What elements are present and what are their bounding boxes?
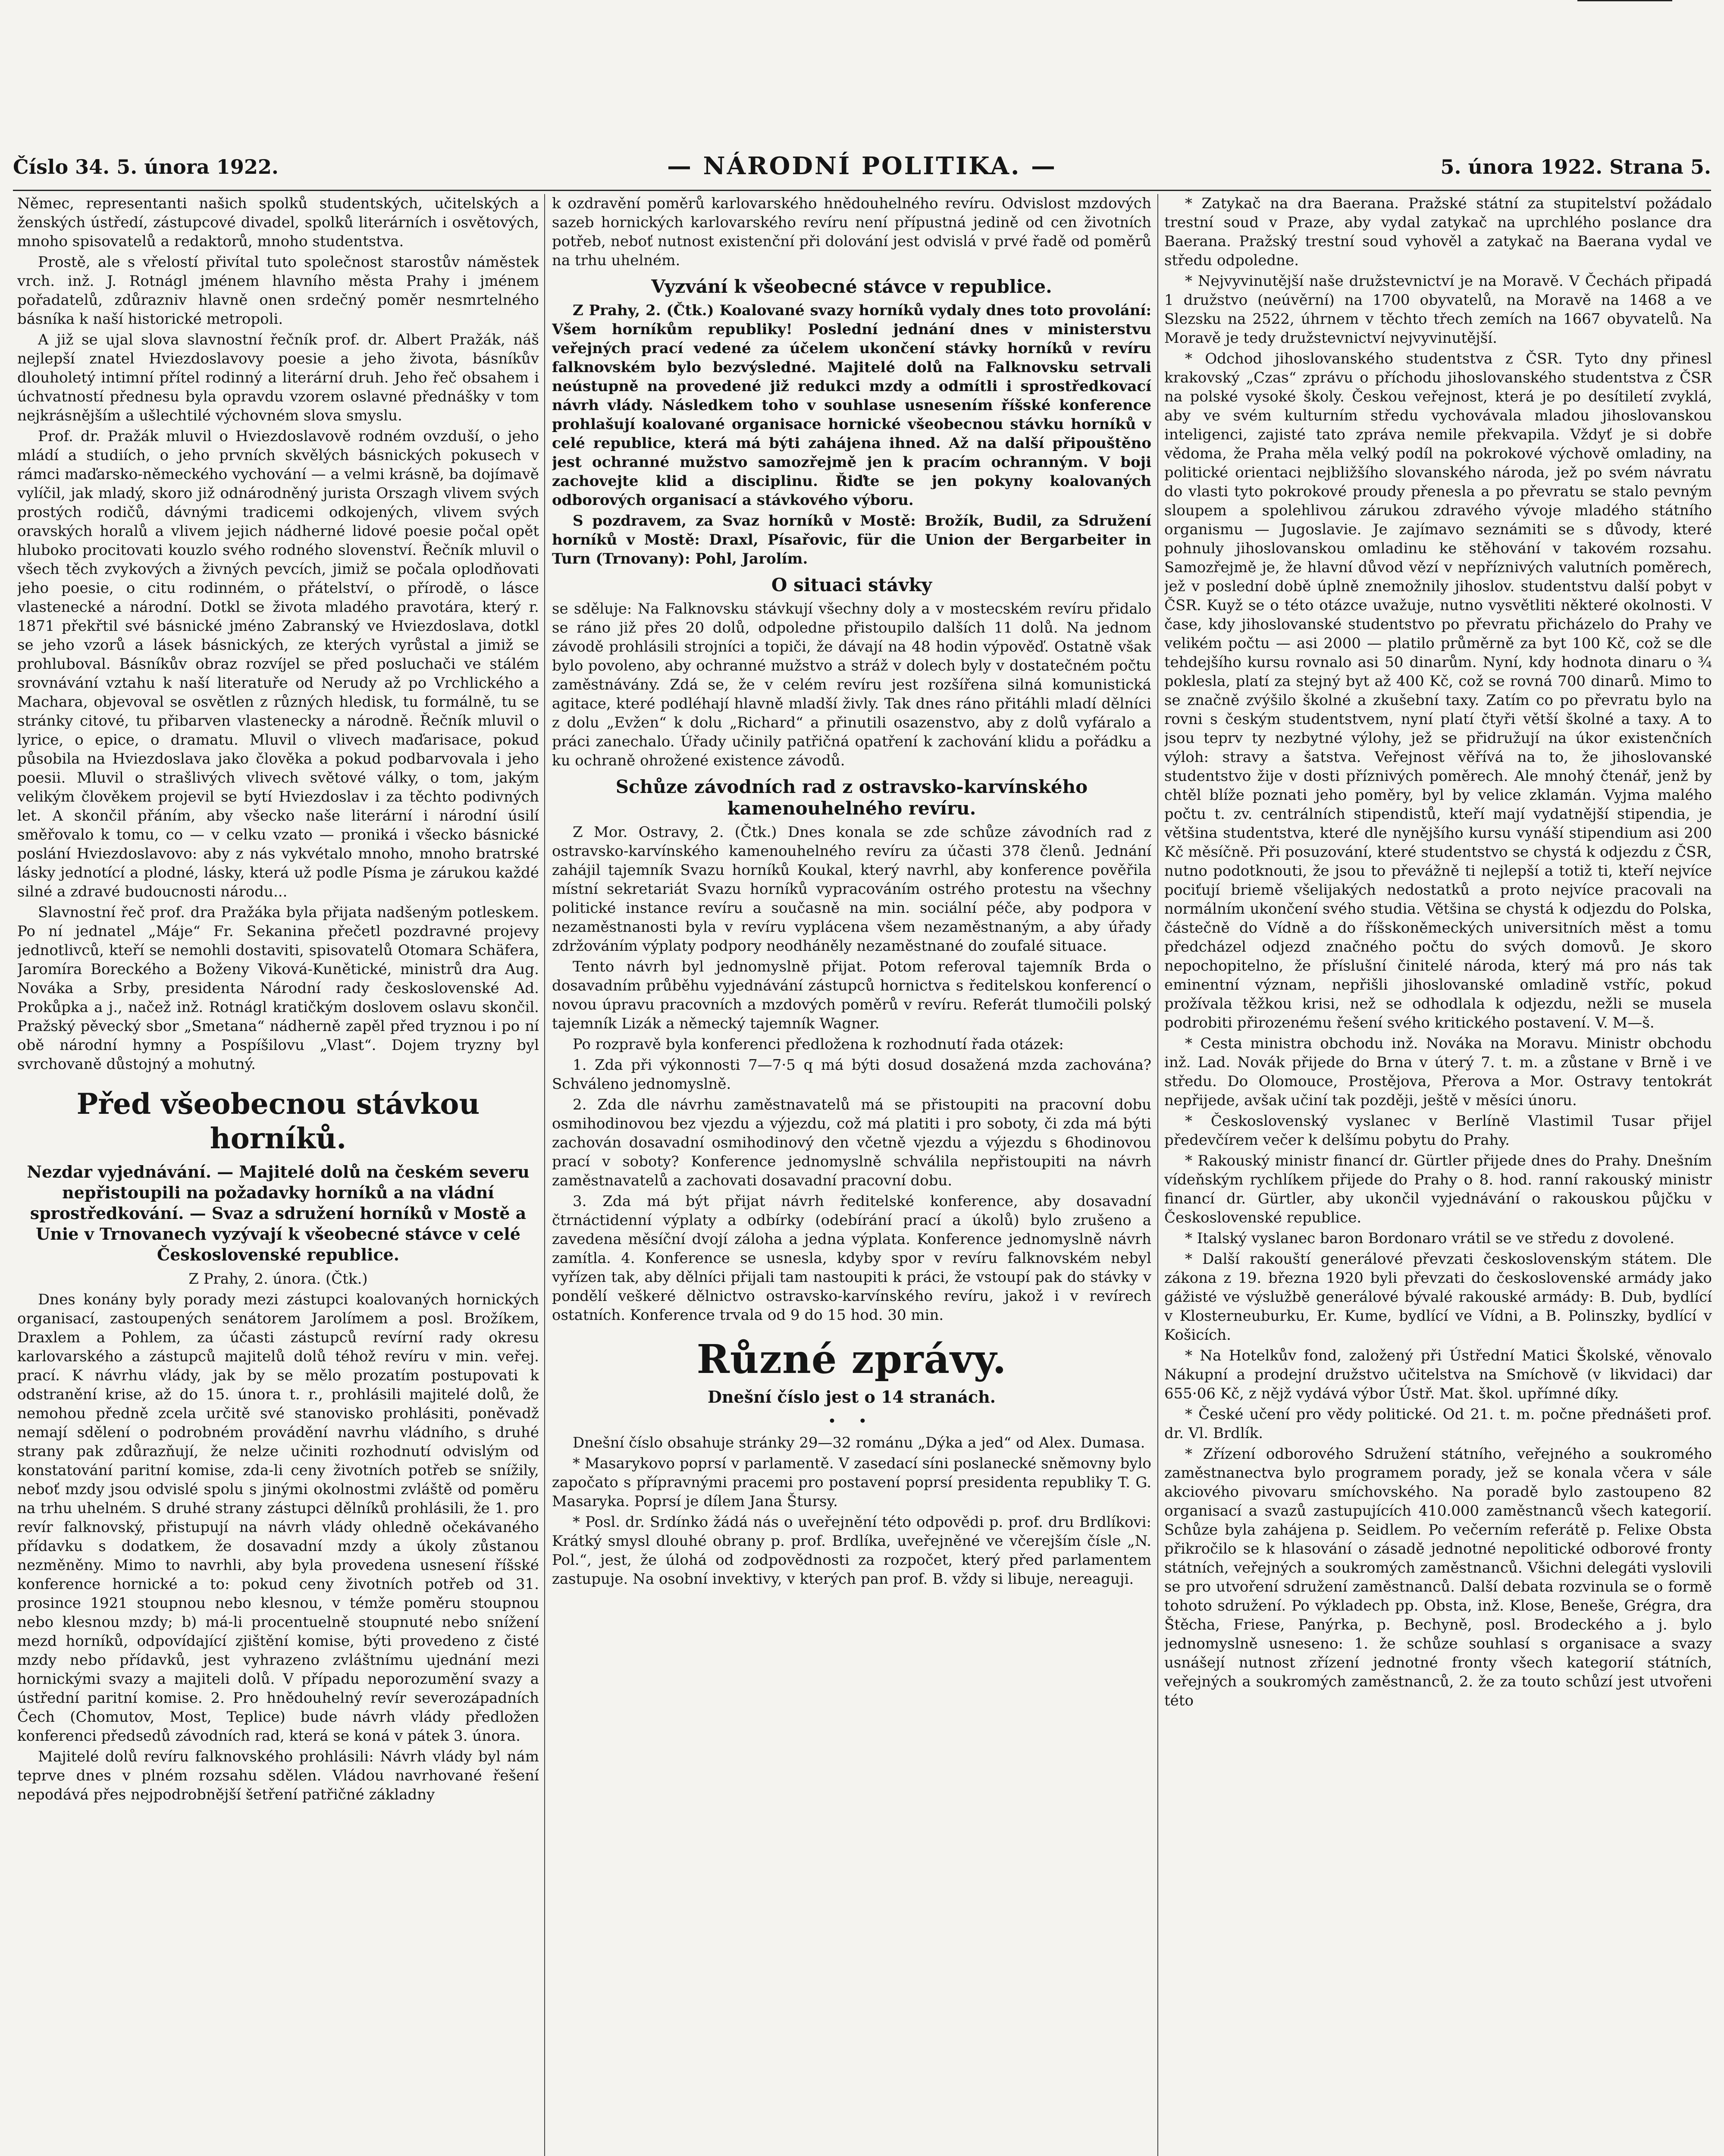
section-headline: Různé zprávy. [696, 1336, 1007, 1382]
ornament-dots: • • [828, 1413, 876, 1430]
paragraph: Z Mor. Ostravy, 2. (Čtk.) Dnes konala se zde schůze závodních rad z ostravsko-karvínského kamenouhelného revíru za účasti 378 členů. Jednání zahájil tajemník Svazu horníků Koukal, který navrhl, aby konference pověřila místní sekretariát Svazu horníků vypracováním ostrého protestu na všechny politické instance revíru a současně na min. sociální péče, aby podpora v nezaměstnanosti byla v revíru vyplácena všem nezaměstnaným, a aby úřady zdržováním výplaty podpory neodháněly nezaměstnané do zoufalé situace. [552, 824, 1151, 955]
news-item: * Československý vyslanec v Berlíně Vlastimil Tusar přijel předevčírem večer k delšímu pobytu do Prahy. [1164, 1112, 1712, 1149]
paragraph: 2. Zda dle návrhu zaměstnavatelů má se přistoupiti na pracovní dobu osmihodinovou bez vjezdu a výjezdu, což má platiti i pro soboty, či zda má býti zachován dosavadní osmihodinový den včetně vjezdu a výjezdu s 6hodinovou prací v soboty? Konference jednomyslně schválila nepřistoupiti na návrh zaměstnavatelů a zachovati dosavadní pracovní dobu. [552, 1096, 1151, 1189]
news-item: * Další rakouští generálové převzati československým státem. Dle zákona z 19. března 1920 byli převzati do československé armády jako gážisté ve výslužbě generálové bývalé rakouské armády: B. Dub, bydlící v Klosterneuburku, Er. Kume, bydlící ve Vídni, a B. Polinszky, bydlící v Košicích. [1164, 1250, 1712, 1344]
column-divider [544, 194, 545, 2156]
section-heading: Vyzvání k všeobecné stávce v republice. [651, 276, 1052, 297]
paragraph: Němec, representanti našich spolků studentských, učitelských a ženských ústředí, zástupcové divadel, spolků literárních i osvětových, mnoho spisovatelů a redaktorů, mnoho studentstva. [17, 195, 539, 250]
article-headline: Před všeobecnou stávkou horníků. [76, 1087, 480, 1155]
paragraph: k ozdravění poměrů karlovarského hnědouhelného revíru. Odvislost mzdových sazeb hornických karlovarského revíru není přípustná jedině od cen životních potřeb, neboť nutnost existenční při dolování jest odvislá v prvé řadě od poměrů na trhu uhelném. [552, 195, 1151, 269]
header-rule [13, 190, 1711, 191]
news-item: * České učení pro vědy politické. Od 21. t. m. počne přednášeti prof. dr. Vl. Brdlík. [1164, 1406, 1712, 1442]
news-item: * Zřízení odborového Sdružení státního, veřejného a soukromého zaměstnanectva bylo programem porady, jež se konala včera v sále akciového pivovaru smíchovského. Na poradě bylo zastoupeno 82 organisací a svazů zastupujících 410.000 zaměstnanců všech kategorií. Schůze byla zahájena p. Seidlem. Po večerním referátě p. Felixe Obsta přikročilo se k hlasování o zásadě jednotné nepolitické odborové fronty státních, veřejných a soukromých zaměstnanců. Všichni delegáti vyslovili se pro utvoření sdružení zaměstnanců. Další debata rozvinula se o formě tohoto sdružení. Po výkladech pp. Obsta, inž. Klose, Beneše, Grégra, dra Štěcha, Friese, Panýrka, p. Bechyně, posl. Brodeckého a j. bylo jednomyslně usneseno: 1. že schůze souhlasí s organisace a svazy usnášejí nutnost zřízení jednotné fronty všech kategorií státních, veřejných a soukromých zaměstnanců, 2. že za touto schůzí jest utvořeni této [1164, 1445, 1712, 1709]
news-item: * Nejvyvinutější naše družstevnictví je na Moravě. V Čechách připadá 1 družstvo (neúvěrní) na 1700 obyvatelů, na Moravě na 1468 a ve Slezsku na 2522, úhrnem v těchto třech zemích na 1667 obyvatelů. Na Moravě je tedy družstevnictví nejvyvinutější. [1164, 273, 1712, 347]
paragraph: S pozdravem, za Svaz horníků v Mostě: Brožík, Budil, za Sdružení horníků v Mostě: Draxl, Písařovic, für die Union der Bergarbeiter in Turn (Trnovany): Pohl, Jarolím. [552, 512, 1151, 567]
news-item: * Rakouský ministr financí dr. Gürtler přijede dnes do Prahy. Dnešním vídeňským rychlíkem přijede do Prahy o 8. hod. ranní rakouský ministr financí dr. Gürtler, aby ukončil vyjednávání o rakouskou půjčku v Československé republice. [1164, 1152, 1712, 1226]
news-item: * Zatykač na dra Baerana. Pražské státní za stupitelství požádalo trestní soud v Praze, aby vydal zatykač na uprchlého poslance dra Baerana. Pražský trestní soud vyhověl a zatykač na Baerana vydal ve středu odpoledne. [1164, 195, 1712, 269]
column-divider [1157, 194, 1158, 2156]
column-2 [552, 194, 1151, 2156]
paragraph: Majitelé dolů revíru falknovského prohlásili: Návrh vlády byl nám teprve dnes v plném rozsahu sdělen. Vládou navrhované řešení nepodává přes nejpodrobnější šetření patřičné základny [17, 1748, 539, 1803]
paragraph: se sděluje: Na Falknovsku stávkují všechny doly a v mostecském revíru přidalo se ráno již přes 20 dolů, odpoledne přistoupilo dalších 11 dolů. Na jednom závodě prohlásili strojníci a topiči, že dávají na 48 hodin výpověď. Ostatně však bylo povoleno, aby ochranné mužstvo a stráž v dolech byly v dostatečném počtu zaměstnávány. Zdá se, že v celém revíru jest rozšířena silná komunistická agitace, které podléhají hlavně mladší živly. Tak dnes ráno přitáhli mladí dělníci z dolu „Evžen“ k dolu „Richard“ a přinutili osazenstvo, aby z dolů vyfáralo a práci zanechalo. Úřady učinily patřičná opatření k zachování klidu a pořádku a ku ochraně ohrožené existence závodů. [552, 600, 1151, 769]
paragraph: A již se ujal slova slavnostní řečník prof. dr. Albert Pražák, náš nejlepší znatel Hviezdoslavovy poesie a jeho života, básníkův dlouholetý intimní přítel rodinný a literární druh. Jeho řeč obsahem i úchvatností přednesu byla opravdu vzorem oslavné přednášky v tom nejkrásnějším a ušlechtilé výchovném slova smyslu. [17, 331, 539, 424]
page-header [13, 152, 1711, 198]
paragraph: * Posl. dr. Srdínko žádá nás o uveřejnění této odpovědi p. prof. dru Brdlíkovi: Krátký smysl dlouhé obrany p. prof. Brdlíka, uveřejněné ve včerejším čísle „N. Pol.“, jest, že úlohá od zodpovědnosti za rozpočet, který před parlamentem zastupuje. Na osobní invektivy, v kterých pan prof. B. vždy si libuje, nereaguji. [552, 1514, 1151, 1588]
paragraph: 1. Zda při výkonnosti 7—7·5 q má býti dosud dosažená mzda zachována? Schváleno jednomyslně. [552, 1056, 1151, 1093]
corner-rule [1577, 0, 1672, 1]
paragraph: Slavnostní řeč prof. dra Pražáka byla přijata nadšeným potleskem. Po ní jednatel „Máje“ Fr. Sekanina přečetl pozdravné projevy jednotlivců, kteří se nemohli dostaviti, spisovatelů Otomara Schäfera, Jaromíra Boreckého a Boženy Viková-Kunětické, ministrů dra Aug. Nováka a Srby, presidenta Národní rady československé Ad. Prokůpka a j., načež inž. Rotnágl kratičkým doslovem oslavu skončil. Pražský pěvecký sbor „Smetana“ nádherně zapěl před tryznou i po ní obě národní hymny a Pospíšilovu „Vlast“. Dojem tryzny byl svrchovaně důstojný a mohutný. [17, 904, 539, 1073]
paragraph: Dnes konány byly porady mezi zástupci koalovaných hornických organisací, zastoupených senátorem Jarolímem a posl. Brožíkem, Draxlem a Pohlem, za účasti zástupců revírní rady okresu karlovarského a zástupců majitelů dolů téhož revíru v min. veřej. prací. K návrhu vlády, jak by se mělo prozatím postupovati k odstranění krise, až do 15. února t. r., prohlásili majitelé dolů, že nemohou předně zcela určitě své stanovisko prohlásiti, poněvadž nemají sdělení o podrobném provádění navrhu vládního, s druhé strany pak zdůrazňují, že nelze učiniti rozhodnutí odvislým od konstatování paritní komise, zda-li ceny životních potřeb se snížily, neboť mzdy jsou odvislé spolu s jinými okolnostmi zvláště od poměru na trhu uhelném. S druhé strany zástupci dělníků prohlásili, že 1. pro revír falknovský, přistupují na návrh vlády ohledně očekávaného přídavku s dodatkem, že dosavadní mzdy a úkoly zůstanou nezměněny. Mimo to navrhli, aby byla provedena usnesení říšské konference hornické a to: pokud ceny životních potřeb od 31. prosince 1921 stoupnou nebo klesnou, v témže poměru stoupnou nebo klesnou mzdy; b) má-li procentuelně stoupnuté nebo snížení mezd horníků, odpovídající zjištění komise, býti provedeno z čisté mzdy nebo přídavků, jest vyhrazeno zvláštnímu ujednání mezi hornickými svazy a majiteli dolů. V případu neporozumění svazy a ústřední paritní komise. 2. Pro hnědouhelný revír severozápadních Čech (Chomutov, Most, Teplice) bude návrh vlády předložen konferenci předsedů závodních rad, která se koná v pátek 3. února. [17, 1291, 539, 1745]
paragraph: Po rozpravě byla konferenci předložena k rozhodnutí řada otázek: [573, 1036, 1064, 1053]
masthead-title: — NÁRODNÍ POLITIKA. — [667, 152, 1057, 180]
section-heading: O situaci stávky [771, 574, 932, 595]
paragraph: Prostě, ale s vřelostí přivítal tuto společnost starostův náměstek vrch. inž. J. Rotnágl jménem hlavního města Prahy i jménem pořadatelů, zdůrazniv hlavně onen srdečný poměr nesmrtelného básníka k naší historické metropoli. [17, 254, 539, 328]
paragraph: Tento návrh byl jednomyslně přijat. Potom referoval tajemník Brda o dosavadním průběhu vyjednávání zástupců hornictva s ředitelskou konferencí o novou úpravu pracovních a mzdových poměrů v revíru. Referát tlumočili polský tajemník Lizák a německý tajemník Wagner. [552, 958, 1151, 1032]
section-subtitle: Dnešní číslo jest o 14 stranách. [707, 1387, 996, 1407]
article-lead: Nezdar vyjednávání. — Majitelé dolů na českém severu nepřistoupili na požadavky horníků a na vládní sprostředkování. — Svaz a sdružení horníků v Mostě a Unie v Trnovanech vyzývají k všeobecné stávce v celé Československé republice. [27, 1162, 530, 1264]
paragraph: Z Prahy, 2. (Čtk.) Koalované svazy horníků vydaly dnes toto provolání: Všem horníkům republiky! Poslední jednání dnes v ministerstvu veřejných prací vedené za účelem ukončení stávky horníků v revíru falknovském bylo bezvýsledné. Majitelé dolů na Falknovsku setrvali neústupně na provedené již redukci mzdy a odmítli i sprostředkovací návrh vlády. Následkem toho v souhlase usnesením říšské konference prohlašují koalované organisace hornické všeobecnou stávku horníků v celé republice, která má býti zahájena ihned. Až na další připouštěno jest ochranné mužstvo samozřejmě jen k pracím ochranným. V boji zachovejte klid a disciplinu. Řiďte se jen pokyny koalovaných odborových organisací a stávkového výboru. [552, 302, 1151, 509]
news-item: * Odchod jihoslovanského studentstva z ČSR. Tyto dny přinesl krakovský „Czas“ zprávu o příchodu jihoslovanského studentstva z ČSR na polské vysoké školy. Českou veřejnost, která je po desítiletí zvyklá, aby ve svém kulturním středu vychovávala mladou jihoslovanskou inteligenci, zajisté tato zpráva nemile překvapila. Vždyť je si dobře vědoma, že Praha měla velký podíl na pokrokové výchově omladiny, na politické orientaci nejbližšího slovanského národa, jež po svém návratu do vlasti tyto pokrokové proudy přenesla a po převratu se stalo pevným sloupem a spolehlivou zárukou zdravého vývoje mladého státního organismu — Jugoslavie. Je zajímavo seznámiti se s důvody, které pohnuly jihoslovanskou omladinu ke stěhování v takovém rozsahu. Samozřejmě je, že hlavní důvod vězí v nepříznivých valutních poměrech, jež v poslední době úplně znemožnily jihoslov. studentstvu další pobyt v ČSR. Kuyž se o této otázce uvažuje, nutno vysvětliti některé okolnosti. V čase, kdy jihoslovanské studentstvo po převratu přicházelo do Prahy ve velikém počtu — asi 2000 — platilo průměrně za byt 100 Kč, což se dle tehdejšího kursu rovnalo asi 50 dinarům. Nyní, kdy hodnota dinaru o ¾ poklesla, platí za stejný byt až 400 Kč, což se rovná 700 dinarů. Mimo to se značně zvýšilo školné a zkušební taxy. Zatím co po převratu bylo na rovni s českým studentstvem, nyní platí čtyři větší školné a taxy. A to jsou teprv ty nezbytné výlohy, jež se přidružují na úkor existenčních výloh: stravy a šatstva. Veřejnost věřívá na to, že jihoslovanské studentstvo žije v dosti příznivých poměrech. Ale mnohý čtenář, jenž by chtěl blíže poznati jeho poměry, byl by velice zklamán. Vyjma malého počtu t. zv. centrálních stipendistů, kteří mají vydatnější stipendia, je většina studentstva, které dle nynějšího kursu vynáší stipendium asi 200 Kč měsíčně. Při posuzování, které studentstvo se chystá k odjezdu z ČSR, nutno podotknouti, že jsou to převážně ti nejlepší a totiž ti, kteří nejvíce pociťují briemě všelijakých nedostatků a proto nejvíce pracovali na normálním ukončení svého studia. Většina se chystá k odjezdu do Polska, částečně do Vídně a do říšskoněmeckých universitních měst a tomu předcházel odjezd značného počtu do svých domovů. Je skoro nepochopitelno, že příslušní činitelé národa, který má pro nás tak eminentní význam, nepřišli jihoslovanské omladině vstříc, pokud prožívala těžkou krisi, než se odhodlala k odjezdu, nežli se musela podrobiti přirozenému řešení svého kritického postavení. V. M—š. [1164, 350, 1712, 1031]
issue-number: Číslo 34. 5. února 1922. [13, 155, 279, 179]
column-3 [1164, 194, 1712, 2156]
news-item: * Italský vyslanec baron Bordonaro vrátil se ve středu z dovolené. [1185, 1230, 1674, 1247]
news-item: * Cesta ministra obchodu inž. Nováka na Moravu. Ministr obchodu inž. Lad. Novák přijede do Brna v úterý 7. t. m. a zůstane v Brně i ve středu. Do Olomouce, Prostějova, Přerova a Mor. Ostravy tentokrát nepřijede, avšak učiní tak později, ještě v měsíci únoru. [1164, 1035, 1712, 1109]
dateline: Z Prahy, 2. února. (Čtk.) [188, 1270, 368, 1288]
date-page: 5. února 1922. Strana 5. [1440, 155, 1711, 179]
paragraph: Prof. dr. Pražák mluvil o Hviezdoslavově rodném ovzduší, o jeho mládí a studiích, o jeho prvních skvělých básnických pokusech v rámci maďarsko-německého vychování — a velmi krásně, ba dojímavě vylíčil, jak mladý, skoro již odnárodněný jurista Orszagh vlivem svých prostých rodičů, dávnými tradicemi odkojených, vlivem svých oravských horalů a vlivem jejich nádherné lidové poesie počal opět hluboko procitovati kouzlo svého rodného slovenství. Řečník mluvil o všech těch zvykových a živných pevcích, jimiž se počala oplodňovati jeho poesie, o citu rodinném, o přátelství, o přírodě, o lásce vlastenecké a národní. Dotkl se života mladého pravotára, který r. 1871 překřtil své básnické jméno Zabranský ve Hviezdoslava, dotkl se jeho vzorů a lásek básnických, ze kterých vyrůstal a jimiž se prohluboval. Básníkův obraz rozvíjel se před posluchači ve stálém srovnávání vztahu k naší literatuře od Nerudy až po Vrchlického a Machara, objevoval se osvětlen z různých hledisk, tu formálně, tu se stránky citové, tu přibarven vlastenecky a národně. Řečník mluvil o lyrice, o epice, o dramatu. Mluvil o vlivech maďarisace, pokud působila na Hviezdoslava jako člověka a pokud podbarvovala i jeho poesii. Mluvil o strašlivých vlivech světové války, o tom, jakým velikým člověkem projevil se bytí Hviezdoslav i za těchto podivných let. A skončil přáním, aby všecko naše literární i národní úsilí směřovalo k tomu, co — v celku vzato — proniká i všecko básnické poslání Hviezdoslavovo: aby z nás vykvétalo mnoho, mnoho bratrské lásky jednotící a plodné, lásky, která už podle Písma je zárukou každé silné a zdravé budoucnosti národu... [17, 428, 539, 900]
section-heading: Schůze závodních rad z ostravsko-karvínského kamenouhelného revíru. [615, 776, 1088, 819]
column-1 [17, 194, 539, 2156]
paragraph: 3. Zda má být přijat návrh ředitelské konference, aby dosavadní čtrnáctidenní výplaty a odbírky (odebírání prací a úkolů) bylo zrušeno a zavedena měsíční dvojí záloha a jedna výplata. Konference jednomyslně návrh zamítla. 4. Konference se usnesla, kdyby spor v revíru falknovském nebyl vyřízen tak, aby dělníci přijali tam nastoupiti k práci, že vstoupí pak do stávky v pondělí veškeré dělnictvo ostravsko-karvínského revíru, jakož i v revírech ostatních. Konference trvala od 9 do 15 hod. 30 min. [552, 1193, 1151, 1324]
news-item: * Na Hotelkův fond, založený při Ústřední Matici Školské, věnovalo Nákupní a prodejní družstvo učitelstva na Smíchově (v likvidaci) dar 655·06 Kč, z nějž vydává výbor Ústř. Mat. škol. upřímné díky. [1164, 1347, 1712, 1402]
paragraph: Dnešní číslo obsahuje stránky 29—32 románu „Dýka a jed“ od Alex. Dumasa. [573, 1434, 1145, 1451]
paragraph: * Masarykovo poprsí v parlamentě. V zasedací síni poslanecké sněmovny bylo započato s přípravnými pracemi pro postavení poprsí presidenta republiky T. G. Masaryka. Poprsí je dílem Jana Štursy. [552, 1455, 1151, 1510]
